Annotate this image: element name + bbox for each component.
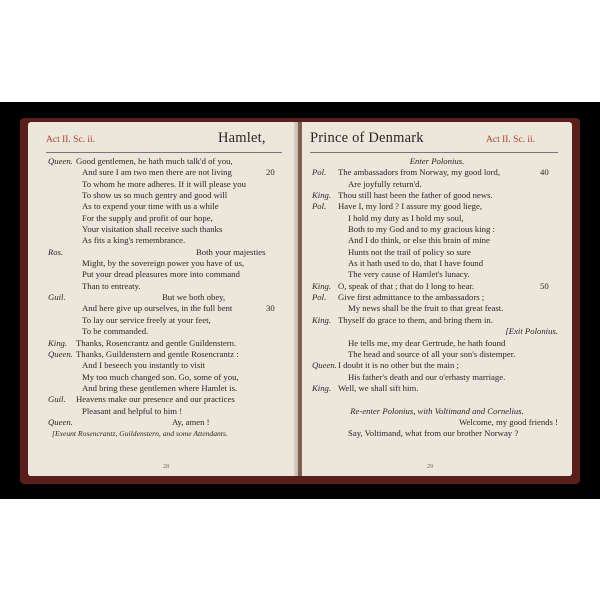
verse-line: [302, 213, 572, 224]
right-play-text: [302, 156, 572, 440]
speaker-label: Queen.: [48, 156, 73, 166]
line-text: Good gentlemen, he hath much talk'd of you,: [76, 156, 233, 166]
line-text: The head and source of all your son's distemper.: [348, 348, 516, 359]
verse-line: [28, 292, 298, 303]
right-page-title: Prince of Denmark: [310, 130, 424, 146]
verse-line: [302, 372, 572, 383]
line-text: Put your dread pleasures more into command: [82, 269, 240, 280]
line-text: He tells me, my dear Gertrude, he hath found: [348, 337, 506, 348]
right-header-rule: [310, 152, 558, 153]
line-text: Thyself do grace to them, and bring them in.: [338, 314, 493, 325]
verse-line: [302, 428, 572, 439]
verse-line: [302, 235, 572, 246]
line-text: Are joyfully return'd.: [348, 178, 422, 189]
line-text: As it hath used to do, that I have found: [348, 258, 484, 269]
right-act-label: Act II. Sc. ii.: [486, 135, 536, 145]
right-page: [302, 122, 572, 476]
photo-backdrop: [0, 102, 600, 499]
verse-line: [28, 326, 298, 337]
stage-direction-text: [Exit Polonius.: [505, 326, 558, 337]
left-page: [28, 122, 298, 476]
line-text: His father's death and our o'erhasty marriage.: [348, 371, 506, 382]
speaker-label: Pol.: [312, 292, 327, 303]
line-text: And bring these gentlemen where Hamlet is.: [82, 382, 238, 393]
speaker-label: Pol.: [312, 201, 327, 212]
verse-line: [28, 224, 298, 235]
speaker-label: King.: [312, 382, 332, 393]
verse-line: [302, 201, 572, 212]
verse-line: [302, 394, 572, 405]
speaker-label: King.: [48, 337, 68, 348]
line-text: Than to entreaty.: [82, 280, 141, 291]
verse-line: [28, 383, 298, 394]
verse-line: [302, 190, 572, 201]
line-text: To lay our service freely at your feet,: [82, 314, 211, 325]
verse-line: [302, 247, 572, 258]
verse-line: [302, 303, 572, 314]
verse-line: [28, 338, 298, 349]
stage-direction: [28, 428, 298, 439]
line-text: Might, by the sovereign power you have of us,: [82, 258, 245, 269]
line-text: My too much changed son. Go, some of you,: [82, 371, 239, 382]
line-text: To whom he more adheres. If it will please you: [82, 178, 246, 189]
speaker-label: Guil.: [48, 292, 66, 303]
speaker-label: King.: [312, 280, 332, 291]
line-text: Have I, my lord ? I assure my good liege,: [338, 201, 483, 212]
stage-direction-text: Re-enter Polonius, with Voltimand and Cornelius.: [350, 405, 524, 416]
left-page-number: 28: [163, 464, 169, 470]
speaker-label: Queen.: [48, 416, 73, 427]
verse-line: [302, 224, 572, 235]
speaker-label: Pol.: [312, 167, 327, 178]
line-text: And sure I am two men there are not living: [82, 167, 232, 178]
verse-line: [28, 406, 298, 417]
line-text: But we both obey,: [162, 292, 226, 303]
verse-line: [302, 360, 572, 371]
verse-line: [28, 156, 298, 167]
stage-direction-text: [Exeunt Rosencrantz, Guildenstern, and some Attendants.: [52, 429, 228, 439]
verse-line: [302, 269, 572, 280]
line-text: Thou still hast been the father of good news.: [338, 190, 493, 201]
verse-line: [28, 417, 298, 428]
verse-line: [302, 258, 572, 269]
line-text: For the supply and profit of our hope,: [82, 212, 213, 223]
line-text: Thanks, Rosencrantz and gentle Guildenstern.: [76, 337, 237, 348]
line-number: 40: [540, 167, 549, 178]
verse-line: [28, 258, 298, 269]
line-number: 30: [266, 303, 275, 314]
verse-line: [28, 213, 298, 224]
line-text: I hold my duty as I hold my soul,: [348, 212, 464, 223]
speaker-label: Guil.: [48, 394, 66, 405]
speaker-label: King.: [312, 314, 332, 325]
line-text: Give first admittance to the ambassadors ;: [338, 292, 485, 303]
line-number: 50: [540, 280, 549, 291]
line-text: Heavens make our presence and our practices: [76, 394, 235, 405]
line-text: As fits a king's remembrance.: [82, 235, 186, 246]
verse-line: [302, 292, 572, 303]
line-text: My news shall be the fruit to that great feast.: [348, 303, 504, 314]
line-text: To show us so much gentry and good will: [82, 190, 228, 201]
stage-direction: [302, 406, 572, 417]
verse-line: [302, 383, 572, 394]
verse-line: [28, 269, 298, 280]
verse-line: [28, 360, 298, 371]
verse-line: [28, 247, 298, 258]
line-text: Well, we shall sift him.: [338, 382, 419, 393]
left-act-label: Act II. Sc. ii.: [46, 135, 96, 145]
line-text: O, speak of that ; that do I long to hear.: [338, 280, 475, 291]
verse-line: [28, 281, 298, 292]
line-text: Ay, amen !: [172, 416, 210, 427]
line-text: The very cause of Hamlet's lunacy.: [348, 269, 470, 280]
line-text: I doubt it is no other but the main ;: [338, 360, 459, 371]
verse-line: [302, 281, 572, 292]
verse-line: [28, 167, 298, 178]
line-text: Hunts not the trail of policy so sure: [348, 246, 471, 257]
stage-direction-text: Enter Polonius.: [409, 156, 465, 166]
speaker-label: Ros.: [48, 246, 64, 257]
verse-line: [28, 303, 298, 314]
stage-direction: [302, 156, 572, 167]
verse-line: [28, 179, 298, 190]
line-text: Both your majesties: [196, 246, 266, 257]
verse-line: [302, 338, 572, 349]
verse-line: [302, 179, 572, 190]
verse-line: [28, 315, 298, 326]
line-text: And I beseech you instantly to visit: [82, 360, 206, 371]
line-text: The ambassadors from Norway, my good lord,: [338, 167, 501, 178]
line-text: And I do think, or else this brain of mine: [348, 235, 490, 246]
verse-line: [302, 417, 572, 428]
line-text: Thanks, Guildenstern and gentle Rosencrantz :: [76, 348, 239, 359]
verse-line: [28, 190, 298, 201]
line-text: Welcome, my good friends !: [459, 416, 558, 427]
speaker-label: Queen.: [48, 348, 73, 359]
verse-line: [28, 394, 298, 405]
verse-line: [302, 167, 572, 178]
line-text: Both to my God and to my gracious king :: [348, 224, 495, 235]
line-text: As to expend your time with us a while: [82, 201, 219, 212]
right-page-number: 29: [427, 464, 433, 470]
verse-line: [28, 235, 298, 246]
verse-line: [28, 349, 298, 360]
speaker-label: Queen.: [312, 360, 337, 371]
verse-line: [28, 201, 298, 212]
line-text: Your visitation shall receive such thanks: [82, 224, 223, 235]
verse-line: [302, 315, 572, 326]
speaker-label: King.: [312, 190, 332, 201]
verse-line: [302, 349, 572, 360]
stage-direction: [302, 326, 572, 337]
line-text: Pleasant and helpful to him !: [82, 405, 183, 416]
left-play-text: [28, 156, 298, 440]
verse-line: [28, 372, 298, 383]
line-number: 20: [266, 167, 275, 178]
line-text: Say, Voltimand, what from our brother Norway ?: [348, 428, 519, 439]
left-header-rule: [46, 152, 282, 153]
line-text: To be commanded.: [82, 326, 149, 337]
line-text: And here give up ourselves, in the full bent: [82, 303, 233, 314]
left-page-title: Hamlet,: [218, 130, 266, 146]
